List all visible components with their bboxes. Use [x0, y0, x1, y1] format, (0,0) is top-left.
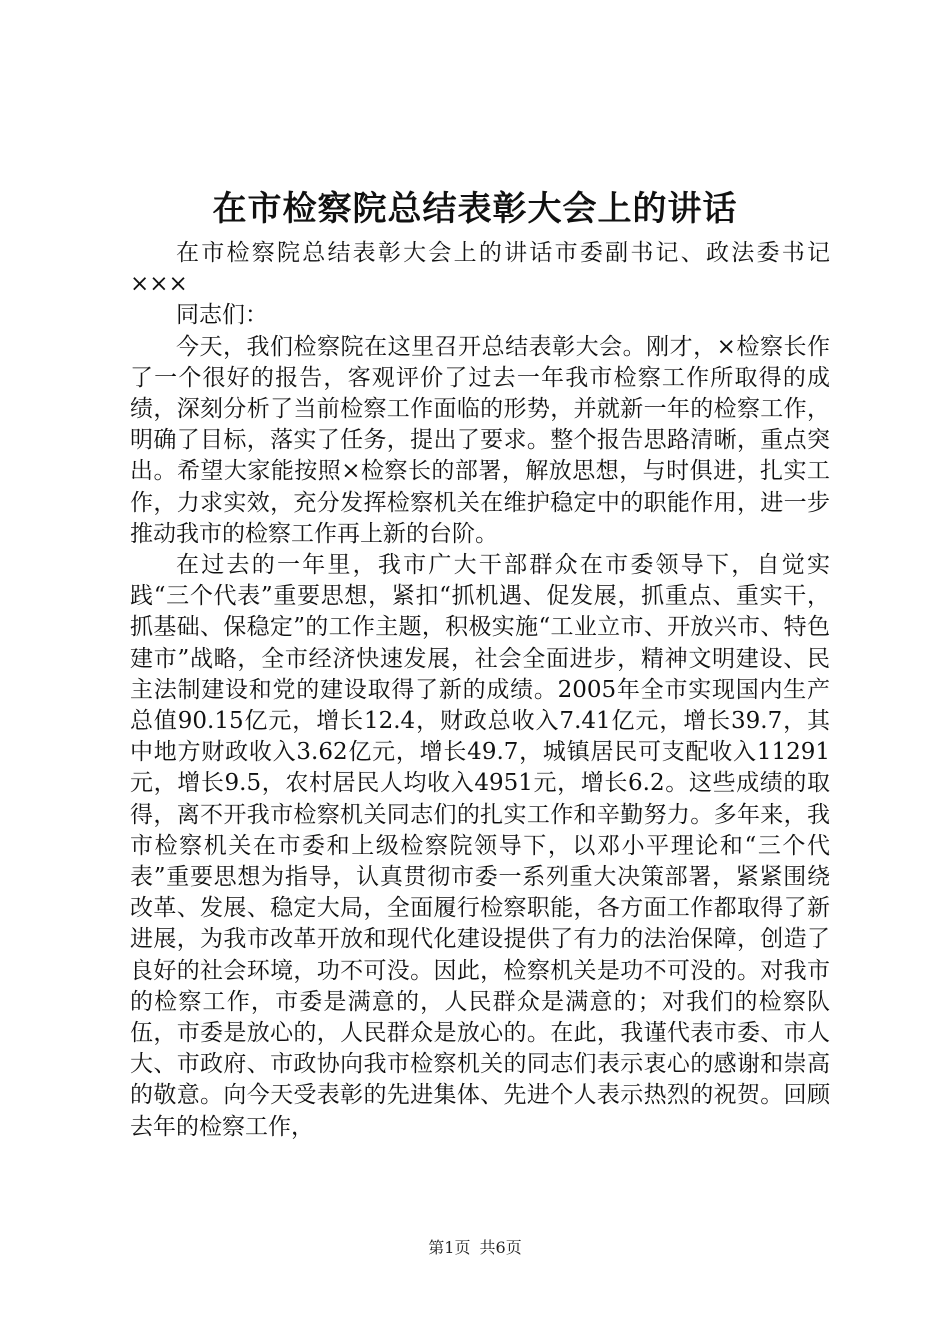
page-total: 共6页 — [479, 1238, 522, 1257]
salutation-paragraph: 同志们： — [176, 302, 268, 329]
page-footer — [0, 1236, 950, 1260]
body-paragraph: 今天，我们检察院在这里召开总结表彰大会。刚才，×检察长作了一个很好的报告，客观评价了过去一年我市检察工作所取得的成绩，深刻分析了当前检察工作面临的形势，并就新一年的检察工作，明确了目标，落实了任务，提出了要求。整个报告思路清晰，重点突出。希望大家能按照×检察长的部署，解放思想，与时俱进，扎实工作，力求实效，充分发挥检察机关在维护稳定中的职能作用，进一步推动我市的检察工作再上新的台阶。 — [130, 333, 830, 547]
page-number: 第1页 — [428, 1238, 471, 1257]
speech-heading-paragraph: 在市检察院总结表彰大会上的讲话市委副书记、政法委书记××× — [130, 240, 830, 298]
body-paragraph: 在过去的一年里，我市广大干部群众在市委领导下，自觉实践“三个代表”重要思想，紧扣“抓机遇、促发展，抓重点、重实干，抓基础、保稳定”的工作主题，积极实施“工业立市、开放兴市、特色建市”战略，全市经济快速发展，社会全面进步，精神文明建设、民主法制建设和党的建设取得了新的成绩。2005年全市实现国内生产总值90.15亿元，增长12.4，财政总收入7.41亿元，增长39.7，其中地方财政收入3.62亿元，增长49.7，城镇居民可支配收入11291元，增长9.5，农村居民人均收入4951元，增长6.2。这些成绩的取得，离不开我市检察机关同志们的扎实工作和辛勤努力。多年来，我市检察机关在市委和上级检察院领导下，以邓小平理论和“三个代表”重要思想为指导，认真贯彻市委一系列重大决策部署，紧紧围绕改革、发展、稳定大局，全面履行检察职能，各方面工作都取得了新进展，为我市改革开放和现代化建设提供了有力的法治保障，创造了良好的社会环境，功不可没。因此，检察机关是功不可没的。对我市的检察工作，市委是满意的，人民群众是满意的；对我们的检察队伍，市委是放心的，人民群众是放心的。在此，我谨代表市委、市人大、市政府、市政协向我市检察机关的同志们表示衷心的感谢和崇高的敬意。向今天受表彰的先进集体、先进个人表示热烈的祝贺。回顾去年的检察工作， — [130, 552, 830, 1140]
document-title: 在市检察院总结表彰大会上的讲话 — [212, 189, 738, 229]
document-body — [130, 238, 830, 1143]
